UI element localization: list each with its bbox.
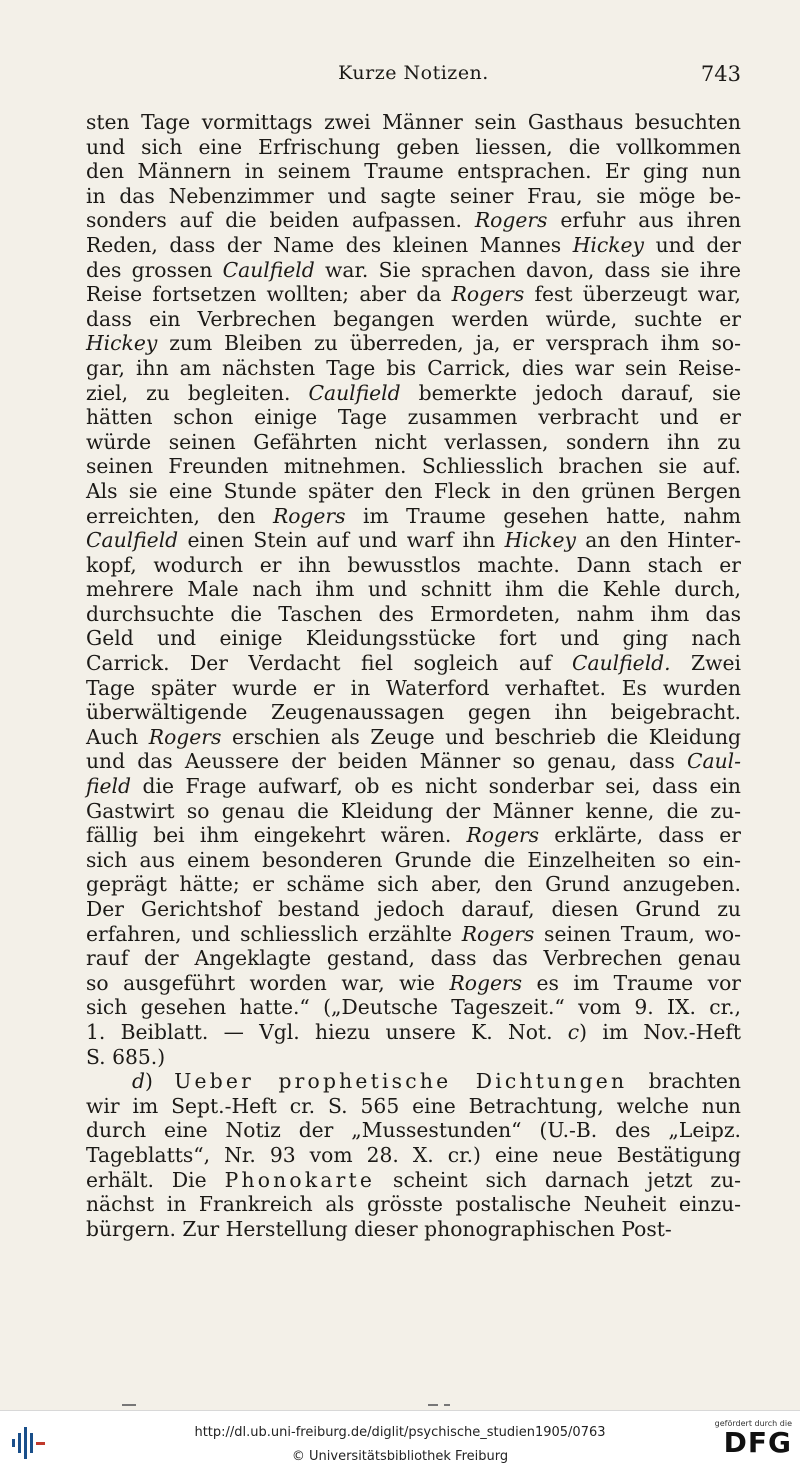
text-run: seinen Traum, wo-	[534, 921, 741, 946]
running-title: Kurze Notizen.	[338, 62, 489, 84]
text-line	[86, 848, 741, 873]
text-line	[86, 1020, 741, 1045]
text-run: Reden, dass der Name des kleinen Mannes	[86, 232, 573, 257]
text-run: Der Gerichtshof bestand jedoch darauf, diesen Grund zu	[86, 897, 741, 921]
text-run: durch eine Notiz der „Mussestunden“ (U.-B. des „Leipz.	[86, 1118, 741, 1143]
text-run: in das Nebenzimmer und sagte seiner Frau, sie möge be-	[86, 183, 741, 208]
text-run: 1. Beiblatt. — Vgl. hiezu unsere K. Not.	[86, 1019, 568, 1044]
text-run: scheint sich darnach jetzt zu-	[375, 1167, 741, 1192]
text-run: und sich eine Erfrischung geben liessen, die vollkommen	[86, 134, 741, 159]
text-run: Auch	[86, 724, 149, 749]
text-line	[86, 307, 741, 332]
text-run: sten Tage vormittags zwei Männer sein Gasthaus besuchten	[86, 110, 741, 134]
text-line	[86, 922, 741, 947]
text-line	[86, 799, 741, 824]
text-line	[86, 553, 741, 578]
text-run: geprägt hätte; er schäme sich aber, den Grund anzugeben.	[86, 872, 741, 897]
italic-run: Hickey	[86, 331, 158, 356]
text-line	[86, 1118, 741, 1143]
text-line	[86, 233, 741, 258]
text-run: seinen Freunden mitnehmen. Schliesslich brachen sie auf.	[86, 454, 741, 479]
text-line	[86, 774, 741, 799]
text-line	[86, 381, 741, 406]
text-run: und das Aeussere der beiden Männer so genau, dass	[86, 749, 687, 774]
text-line	[86, 331, 741, 356]
text-run: des grossen	[86, 257, 223, 282]
text-run: kopf, wodurch er ihn bewusstlos machte. Dann stach er	[86, 552, 741, 577]
text-line	[86, 282, 741, 307]
text-run: ) im Nov.-Heft	[579, 1019, 741, 1044]
text-line	[86, 897, 741, 922]
italic-run: field	[86, 774, 131, 799]
text-run: erklärte, dass er	[539, 823, 741, 848]
italic-run: Caulfield	[222, 257, 315, 282]
italic-run: d	[132, 1069, 145, 1094]
text-run: Tageblatts“, Nr. 93 vom 28. X. cr.) eine neue Bestätigung	[86, 1142, 741, 1167]
text-run: war. Sie sprachen davon, dass sie ihre	[314, 257, 741, 282]
text-line	[86, 577, 741, 602]
text-line	[86, 946, 741, 971]
text-run: bürgern. Zur Herstellung dieser phonographischen Post-	[86, 1216, 672, 1241]
text-run: die Frage aufwarf, ob es nicht sonderbar sei, dass ein	[131, 774, 741, 799]
running-head	[86, 62, 741, 88]
text-run: Als sie eine Stunde später den Fleck in den grünen Bergen	[86, 478, 741, 503]
text-line	[86, 1217, 741, 1242]
text-run: Zwei	[670, 651, 741, 676]
italic-run: c	[567, 1019, 580, 1044]
text-line	[86, 356, 741, 381]
text-run: bemerkte jedoch darauf, sie	[400, 380, 741, 405]
text-run: sich gesehen hatte.“ („Deutsche Tageszeit.“ vom 9. IX. cr.,	[86, 995, 741, 1020]
text-run: Reise fortsetzen wollten; aber da	[86, 282, 452, 307]
dfg-mark: DFG	[723, 1426, 792, 1459]
text-line	[86, 430, 741, 455]
text-run: S. 685.)	[86, 1044, 166, 1069]
text-run: )	[144, 1069, 175, 1094]
text-run: zum Bleiben zu überreden, ja, er versprach ihm so-	[157, 331, 741, 356]
italic-run: Rogers	[461, 921, 535, 946]
text-run: so ausgeführt worden war, wie	[86, 970, 450, 995]
italic-run: Hickey	[504, 528, 576, 553]
text-run: erschien als Zeuge und beschrieb die Kleidung	[221, 724, 741, 749]
text-run: würde seinen Gefährten nicht verlassen, sondern ihn zu	[86, 429, 741, 454]
italic-run: Hickey	[572, 232, 645, 257]
text-run: mehrere Male nach ihm und schnitt ihm die Kehle durch,	[86, 577, 741, 602]
text-run: Carrick. Der Verdacht fiel sogleich auf	[86, 651, 572, 676]
body-text	[86, 110, 741, 1241]
text-run: einen Stein auf und warf ihn	[178, 528, 505, 553]
dfg-tagline: gefördert durch die	[714, 1419, 792, 1428]
text-run: hätten schon einige Tage zusammen verbracht und er	[86, 405, 741, 430]
text-line	[86, 971, 741, 996]
copyright-notice: © Universitätsbibliothek Freiburg	[291, 1449, 509, 1464]
text-line	[86, 479, 741, 504]
source-url[interactable]: http://dl.ub.uni-freiburg.de/diglit/psychische_studien1905/0763	[194, 1425, 606, 1440]
italic-run: Rogers	[466, 823, 540, 848]
text-run: erfuhr aus ihren	[547, 208, 742, 233]
text-run: sonders auf die beiden aufpassen.	[86, 208, 475, 233]
text-line	[86, 725, 741, 750]
text-line	[86, 676, 741, 701]
text-line	[86, 651, 741, 676]
text-run: fest überzeugt war,	[524, 282, 741, 307]
text-run: es im Traume vor	[522, 970, 742, 995]
text-line	[86, 1168, 741, 1193]
text-run: im Traume gesehen hatte, nahm	[345, 503, 742, 528]
text-run: den Männern in seinem Traume entsprachen. Er ging nun	[86, 159, 741, 184]
text-line	[86, 258, 741, 283]
italic-run: Rogers	[449, 970, 523, 995]
text-line	[86, 995, 741, 1020]
text-run: brachten	[627, 1069, 741, 1094]
text-line	[86, 602, 741, 627]
text-run: nächst in Frankreich als grösste postalische Neuheit einzu-	[86, 1192, 741, 1217]
text-line	[86, 700, 741, 725]
text-line	[86, 749, 741, 774]
text-line	[86, 454, 741, 479]
text-run: und der	[644, 232, 742, 257]
text-run: Gastwirt so genau die Kleidung der Männer kenne, die zu-	[86, 798, 741, 823]
italic-run: Rogers	[474, 208, 548, 233]
text-line	[86, 626, 741, 651]
text-run: erfahren, und schliesslich erzählte	[86, 921, 462, 946]
text-line	[86, 1069, 741, 1094]
italic-run: Caulfield	[308, 380, 401, 405]
italic-run: Rogers	[148, 724, 222, 749]
italic-run: Rogers	[451, 282, 525, 307]
italic-run: Rogers	[272, 503, 346, 528]
text-line	[86, 208, 741, 233]
text-run: wir im Sept.-Heft cr. S. 565 eine Betrachtung, welche nun	[86, 1093, 741, 1118]
text-run: fällig bei ihm eingekehrt wären.	[86, 823, 467, 848]
text-line	[86, 1143, 741, 1168]
text-line	[86, 405, 741, 430]
page-number: 743	[700, 62, 741, 86]
text-run: an den Hinter-	[575, 528, 742, 553]
spaced-run: Ueber prophetische Dichtungen	[174, 1069, 628, 1094]
text-line	[86, 159, 741, 184]
text-line	[86, 504, 741, 529]
italic-run: Caulfield	[86, 528, 179, 553]
viewer-footer	[0, 1410, 800, 1473]
text-run: Tage später wurde er in Waterford verhaftet. Es wurden	[86, 675, 741, 700]
text-line	[86, 528, 741, 553]
text-run: rauf der Angeklagte gestand, dass das Verbrechen genau	[86, 946, 741, 971]
text-run: gar, ihn am nächsten Tage bis Carrick, dies war sein Reise-	[86, 355, 741, 380]
text-run: sich aus einem besonderen Grunde die Einzelheiten so ein-	[86, 847, 741, 872]
text-run: ziel, zu begleiten.	[86, 380, 309, 405]
text-line	[86, 110, 741, 135]
text-line	[86, 823, 741, 848]
text-line	[86, 872, 741, 897]
italic-run: Caulfield.	[572, 651, 671, 676]
spaced-run: Phonokarte	[224, 1167, 376, 1192]
text-line	[86, 135, 741, 160]
text-line	[86, 1094, 741, 1119]
text-line	[86, 184, 741, 209]
dfg-logo-icon	[708, 1419, 792, 1469]
italic-run: Caul-	[686, 749, 741, 774]
text-line	[86, 1192, 741, 1217]
text-run: dass ein Verbrechen begangen werden würde, suchte er	[86, 306, 741, 331]
text-run: überwältigende Zeugenaussagen gegen ihn beigebracht.	[86, 700, 741, 725]
text-run: erhält. Die	[86, 1167, 225, 1192]
print-marks	[110, 1404, 510, 1408]
text-run: Geld und einige Kleidungsstücke fort und ging nach	[86, 626, 741, 651]
text-run: durchsuchte die Taschen des Ermordeten, nahm ihm das	[86, 601, 741, 626]
text-run: erreichten, den	[86, 503, 273, 528]
text-line	[86, 1045, 741, 1070]
